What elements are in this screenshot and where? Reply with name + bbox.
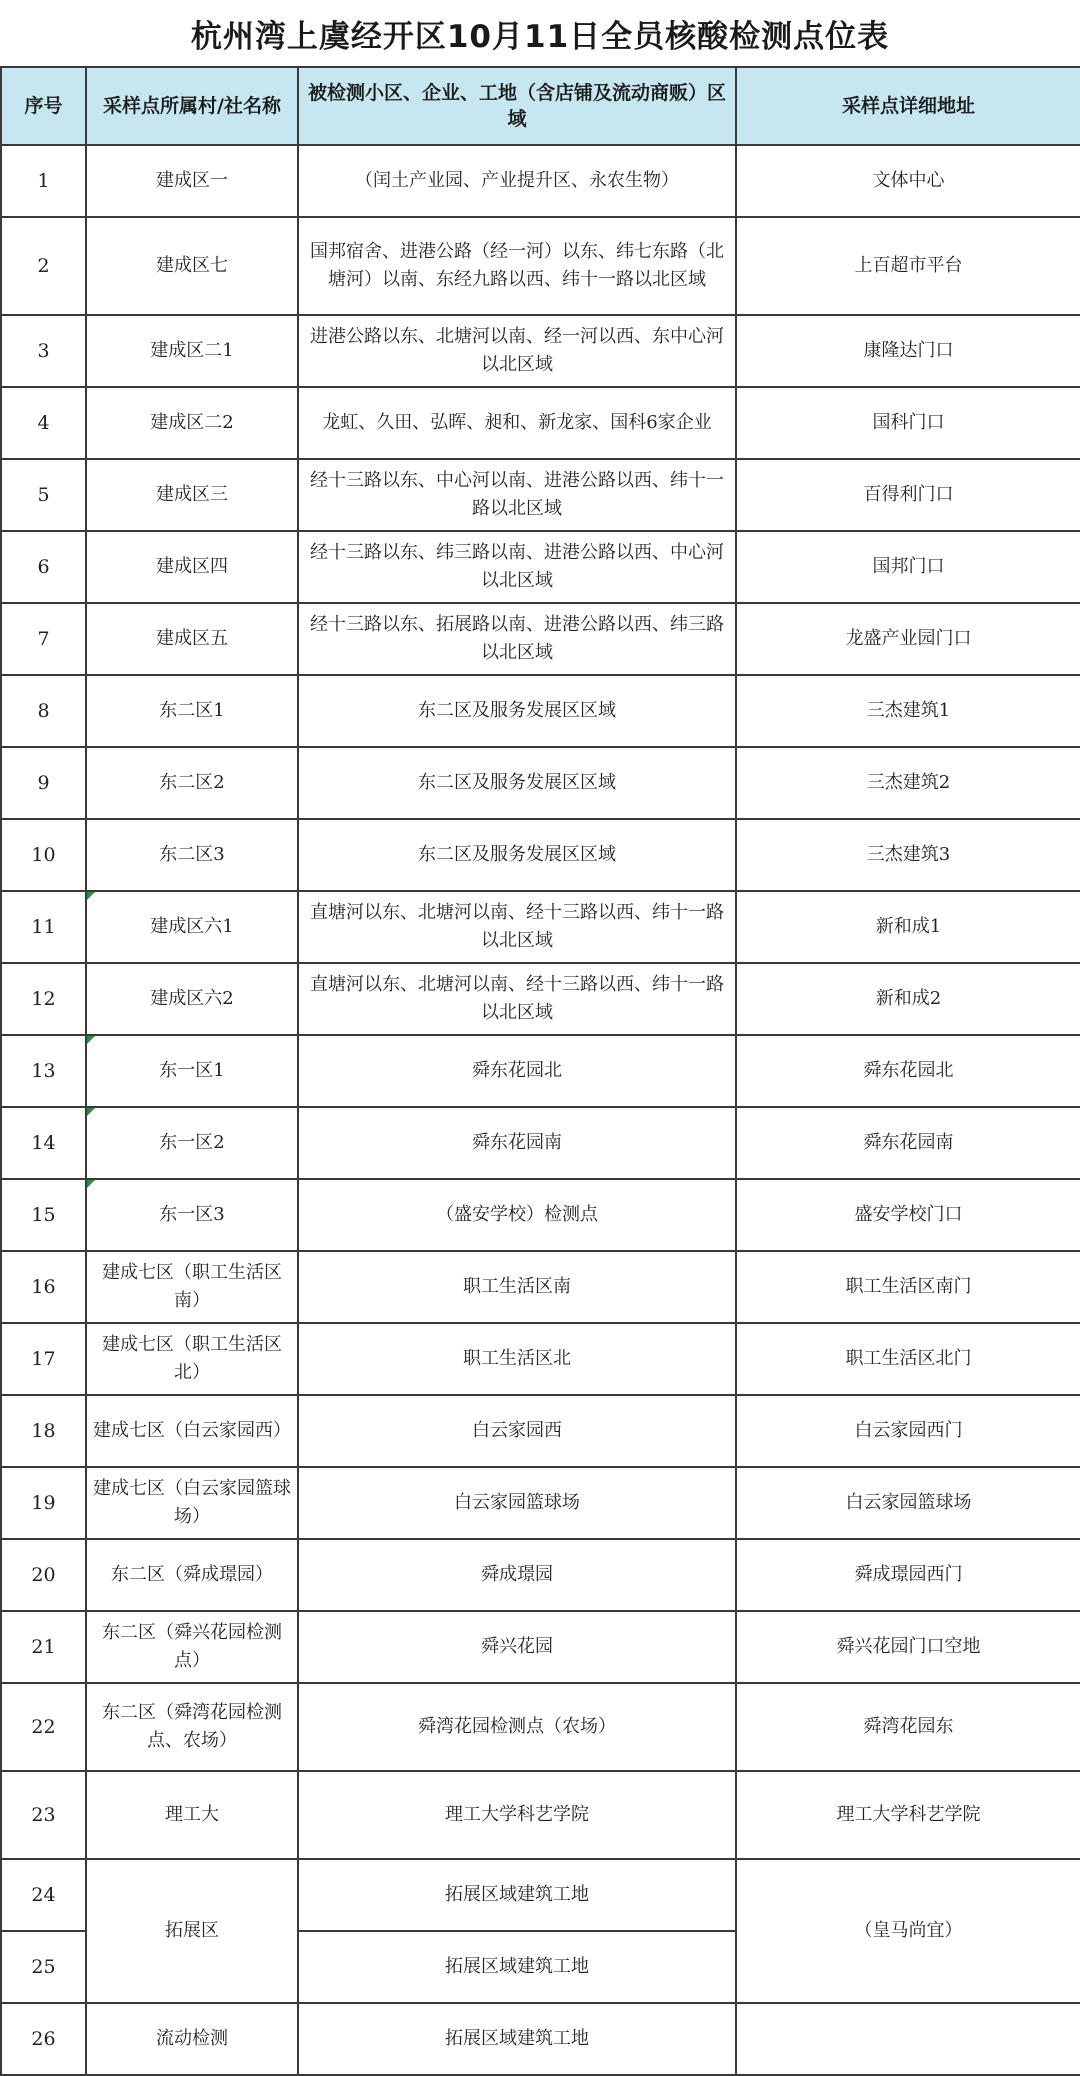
cell-address: 国邦门口 (736, 531, 1080, 603)
cell-area: 东二区及服务发展区区域 (298, 675, 736, 747)
table-row (1, 819, 1080, 891)
table-row (1, 603, 1080, 675)
cell-seq: 2 (1, 217, 86, 315)
cell-area: 经十三路以东、中心河以南、进港公路以西、纬十一路以北区域 (298, 459, 736, 531)
cell-address: 三杰建筑2 (736, 747, 1080, 819)
cell-area: 进港公路以东、北塘河以南、经一河以西、东中心河以北区域 (298, 315, 736, 387)
cell-area: 舜湾花园检测点（农场） (298, 1683, 736, 1771)
cell-village: 建成区二2 (86, 387, 298, 459)
header-village: 采样点所属村/社名称 (86, 67, 298, 145)
cell-seq: 1 (1, 145, 86, 217)
table-row (1, 1611, 1080, 1683)
cell-area: （盛安学校）检测点 (298, 1179, 736, 1251)
cell-village: 建成七区（白云家园西） (86, 1395, 298, 1467)
cell-village: 东一区3 (86, 1179, 298, 1251)
cell-seq: 15 (1, 1179, 86, 1251)
cell-village: 东二区3 (86, 819, 298, 891)
cell-seq: 18 (1, 1395, 86, 1467)
cell-area: 直塘河以东、北塘河以南、经十三路以西、纬十一路以北区域 (298, 891, 736, 963)
table-row (1, 217, 1080, 315)
cell-address: 上百超市平台 (736, 217, 1080, 315)
cell-village: 建成七区（职工生活区南） (86, 1251, 298, 1323)
table-row (1, 747, 1080, 819)
cell-seq: 23 (1, 1771, 86, 1859)
cell-address: 新和成2 (736, 963, 1080, 1035)
cell-seq: 26 (1, 2003, 86, 2075)
header-address: 采样点详细地址 (736, 67, 1080, 145)
cell-address: 职工生活区北门 (736, 1323, 1080, 1395)
cell-village: 建成七区（职工生活区北） (86, 1323, 298, 1395)
cell-village: 建成区五 (86, 603, 298, 675)
cell-seq: 3 (1, 315, 86, 387)
table-row (1, 145, 1080, 217)
cell-address: 职工生活区南门 (736, 1251, 1080, 1323)
cell-seq: 13 (1, 1035, 86, 1107)
table-row (1, 1395, 1080, 1467)
cell-address: 舜东花园南 (736, 1107, 1080, 1179)
cell-seq: 19 (1, 1467, 86, 1539)
cell-seq: 7 (1, 603, 86, 675)
cell-seq: 17 (1, 1323, 86, 1395)
table-row (1, 1771, 1080, 1859)
cell-area: 东二区及服务发展区区域 (298, 747, 736, 819)
cell-village: 建成区二1 (86, 315, 298, 387)
table-row (1, 1323, 1080, 1395)
cell-village: 建成区一 (86, 145, 298, 217)
cell-area: 白云家园西 (298, 1395, 736, 1467)
cell-address (736, 2003, 1080, 2075)
cell-address: 舜兴花园门口空地 (736, 1611, 1080, 1683)
table-row (1, 1539, 1080, 1611)
cell-seq: 25 (1, 1931, 86, 2003)
cell-seq: 24 (1, 1859, 86, 1931)
header-area: 被检测小区、企业、工地（含店铺及流动商贩）区域 (298, 67, 736, 145)
cell-village: 东二区（舜湾花园检测点、农场） (86, 1683, 298, 1771)
table-row (1, 1467, 1080, 1539)
cell-seq: 14 (1, 1107, 86, 1179)
cell-address: 白云家园西门 (736, 1395, 1080, 1467)
cell-address: 舜东花园北 (736, 1035, 1080, 1107)
cell-village: 建成区六1 (86, 891, 298, 963)
cell-village: 拓展区 (86, 1859, 298, 2003)
testing-sites-table (0, 66, 1080, 2076)
cell-address: 三杰建筑1 (736, 675, 1080, 747)
cell-village: 东二区2 (86, 747, 298, 819)
cell-village: 建成七区（白云家园篮球场） (86, 1467, 298, 1539)
cell-seq: 6 (1, 531, 86, 603)
table-body (1, 145, 1080, 2075)
cell-seq: 4 (1, 387, 86, 459)
table-row (1, 1859, 1080, 1931)
cell-seq: 21 (1, 1611, 86, 1683)
cell-village: 流动检测 (86, 2003, 298, 2075)
table-row (1, 459, 1080, 531)
cell-address: 舜成璟园西门 (736, 1539, 1080, 1611)
table-row (1, 387, 1080, 459)
cell-area: （闰土产业园、产业提升区、永农生物） (298, 145, 736, 217)
cell-address: 理工大学科艺学院 (736, 1771, 1080, 1859)
cell-address: 康隆达门口 (736, 315, 1080, 387)
table-row (1, 1179, 1080, 1251)
cell-address: 三杰建筑3 (736, 819, 1080, 891)
cell-area: 龙虹、久田、弘晖、昶和、新龙家、国科6家企业 (298, 387, 736, 459)
cell-area: 职工生活区北 (298, 1323, 736, 1395)
table-row (1, 531, 1080, 603)
cell-address: 舜湾花园东 (736, 1683, 1080, 1771)
cell-village: 东一区1 (86, 1035, 298, 1107)
cell-area: 白云家园篮球场 (298, 1467, 736, 1539)
cell-area: 舜兴花园 (298, 1611, 736, 1683)
cell-seq: 20 (1, 1539, 86, 1611)
page-title: 杭州湾上虞经开区10月11日全员核酸检测点位表 (190, 18, 890, 55)
cell-seq: 8 (1, 675, 86, 747)
cell-address: 新和成1 (736, 891, 1080, 963)
cell-seq: 11 (1, 891, 86, 963)
cell-village: 东二区（舜成璟园） (86, 1539, 298, 1611)
cell-area: 拓展区域建筑工地 (298, 2003, 736, 2075)
cell-area: 国邦宿舍、进港公路（经一河）以东、纬七东路（北塘河）以南、东经九路以西、纬十一路以北区域 (298, 217, 736, 315)
cell-address: 国科门口 (736, 387, 1080, 459)
cell-village: 建成区六2 (86, 963, 298, 1035)
table-row (1, 1683, 1080, 1771)
cell-village: 东一区2 (86, 1107, 298, 1179)
cell-address: （皇马尚宜） (736, 1859, 1080, 2003)
cell-area: 舜成璟园 (298, 1539, 736, 1611)
table-row (1, 1251, 1080, 1323)
cell-area: 舜东花园北 (298, 1035, 736, 1107)
cell-seq: 5 (1, 459, 86, 531)
table-row (1, 2003, 1080, 2075)
table-row (1, 1035, 1080, 1107)
cell-address: 文体中心 (736, 145, 1080, 217)
cell-seq: 10 (1, 819, 86, 891)
cell-area: 拓展区域建筑工地 (298, 1859, 736, 1931)
cell-area: 经十三路以东、纬三路以南、进港公路以西、中心河以北区域 (298, 531, 736, 603)
cell-seq: 16 (1, 1251, 86, 1323)
table-header-row (1, 67, 1080, 145)
table-row (1, 963, 1080, 1035)
cell-village: 理工大 (86, 1771, 298, 1859)
table-row (1, 891, 1080, 963)
cell-seq: 9 (1, 747, 86, 819)
cell-village: 东二区1 (86, 675, 298, 747)
cell-address: 盛安学校门口 (736, 1179, 1080, 1251)
cell-village: 建成区三 (86, 459, 298, 531)
table-row (1, 315, 1080, 387)
cell-village: 东二区（舜兴花园检测点） (86, 1611, 298, 1683)
cell-area: 东二区及服务发展区区域 (298, 819, 736, 891)
cell-address: 百得利门口 (736, 459, 1080, 531)
cell-area: 拓展区域建筑工地 (298, 1931, 736, 2003)
cell-area: 直塘河以东、北塘河以南、经十三路以西、纬十一路以北区域 (298, 963, 736, 1035)
cell-village: 建成区七 (86, 217, 298, 315)
cell-area: 经十三路以东、拓展路以南、进港公路以西、纬三路以北区域 (298, 603, 736, 675)
cell-seq: 12 (1, 963, 86, 1035)
table-row (1, 1107, 1080, 1179)
cell-area: 舜东花园南 (298, 1107, 736, 1179)
cell-address: 白云家园篮球场 (736, 1467, 1080, 1539)
cell-seq: 22 (1, 1683, 86, 1771)
cell-address: 龙盛产业园门口 (736, 603, 1080, 675)
cell-area: 理工大学科艺学院 (298, 1771, 736, 1859)
table-row (1, 675, 1080, 747)
cell-village: 建成区四 (86, 531, 298, 603)
cell-area: 职工生活区南 (298, 1251, 736, 1323)
header-seq: 序号 (1, 67, 86, 145)
